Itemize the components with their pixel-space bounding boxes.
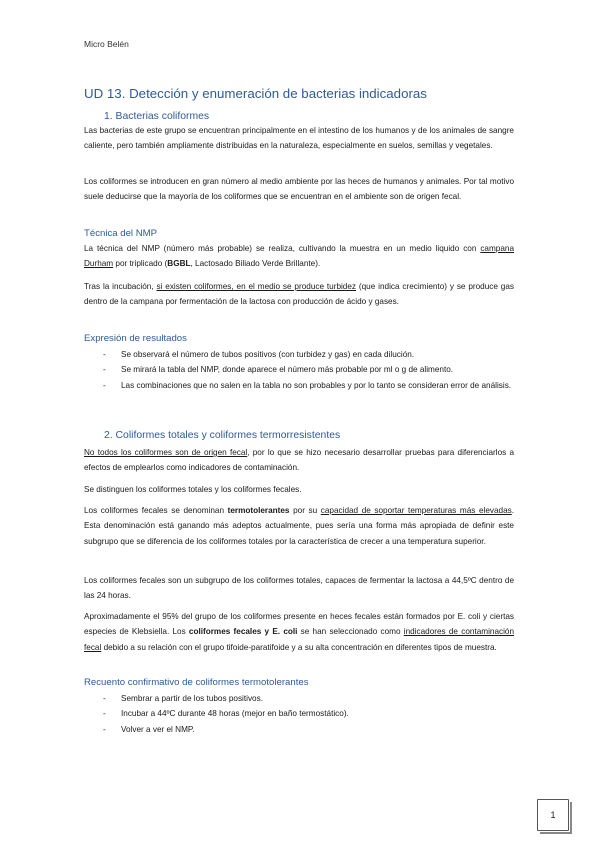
section-1-heading: 1. Bacterias coliformes bbox=[104, 111, 210, 122]
section-1-paragraph-1: Las bacterias de este grupo se encuentran principalmente en el intestino de los humanos y de los animales de sangre caliente, pero también ampliamente distribuidas en la naturaleza, especialmente en suelos, semillas y vegetales. bbox=[84, 126, 514, 151]
list-item: - Incubar a 44ºC durante 48 horas (mejor en baño termostático). bbox=[103, 709, 349, 719]
tecnica-paragraph-1: La técnica del NMP (número más probable) se realiza, cultivando la muestra en un medio liquido con campana Durham por triplicado (BGBL, Lactosado Biliado Verde Brillante). bbox=[84, 244, 514, 269]
document-title: UD 13. Detección y enumeración de bacterias indicadoras bbox=[84, 86, 427, 101]
section-2-paragraph-2: Se distinguen los coliformes totales y los coliformes fecales. bbox=[84, 485, 302, 494]
list-item: - Las combinaciones que no salen en la tabla no son probables y por lo tanto se consideran error de análisis. bbox=[103, 380, 512, 390]
list-item: - Sembrar a partir de los tubos positivos. bbox=[103, 694, 263, 703]
page-header: Micro Belén bbox=[84, 39, 129, 49]
section-2-paragraph-3: Los coliformes fecales se denominan termotolerantes por su capacidad de soportar temperaturas más elevadas. Esta denominación está ganando más adeptos actualmente, pues sería una forma más apropiada de definir este subgrupo que se diferencia de los coliformes totales por la característica de crecer a una temperatura superior. bbox=[84, 506, 514, 546]
page-number: 1 bbox=[550, 810, 556, 820]
list-item: - Se mirará la tabla del NMP, donde aparece el número más probable por ml o g de alimento. bbox=[103, 365, 454, 375]
expresion-list bbox=[84, 347, 514, 393]
list-item: - Volver a ver el NMP. bbox=[103, 724, 195, 734]
section-2-paragraph-4: Los coliformes fecales son un subgrupo de los coliformes totales, capaces de fermentar la lactosa a 44,5ºC dentro de las 24 horas. bbox=[84, 576, 514, 601]
list-item: - Se observará el número de tubos positivos (con turbidez y gas) en cada dilución. bbox=[103, 350, 415, 359]
section-1-paragraph-2: Los coliformes se introducen en gran número al medio ambiente por las heces de humanos y animales. Por tal motivo suele deducirse que la mayoría de los coliformes que se encuentran en el ambiente son de origen fecal. bbox=[84, 177, 514, 202]
page-number-box bbox=[537, 799, 569, 831]
tecnica-heading: Técnica del NMP bbox=[84, 228, 158, 239]
section-2-paragraph-5: Aproximadamente el 95% del grupo de los coliformes presente en heces fecales están formados por E. coli y ciertas especies de Klebsiella. Los coliformes fecales y E. coli se han seleccionado como indicadores de contaminación fecal debido a su relación con el grupo tifoide-paratifoide y a su alta concentración en diferentes tipos de muestra. bbox=[84, 612, 515, 652]
section-2-paragraph-1: No todos los coliformes son de origen fecal, por lo que se hizo necesario desarrollar pruebas para diferenciarlos a efectos de emplearlos como indicadores de contaminación. bbox=[84, 448, 514, 473]
recuento-heading: Recuento confirmativo de coliformes termotolerantes bbox=[84, 677, 309, 688]
tecnica-paragraph-2: Tras la incubación, si existen coliformes, en el medio se produce turbidez (que indica crecimiento) y se produce gas dentro de la campana por fermentación de la lactosa con producción de ácido y gases. bbox=[84, 282, 514, 307]
expresion-heading: Expresión de resultados bbox=[84, 333, 187, 344]
recuento-list bbox=[84, 691, 514, 737]
section-2-heading: 2. Coliformes totales y coliformes termorresistentes bbox=[104, 430, 341, 441]
